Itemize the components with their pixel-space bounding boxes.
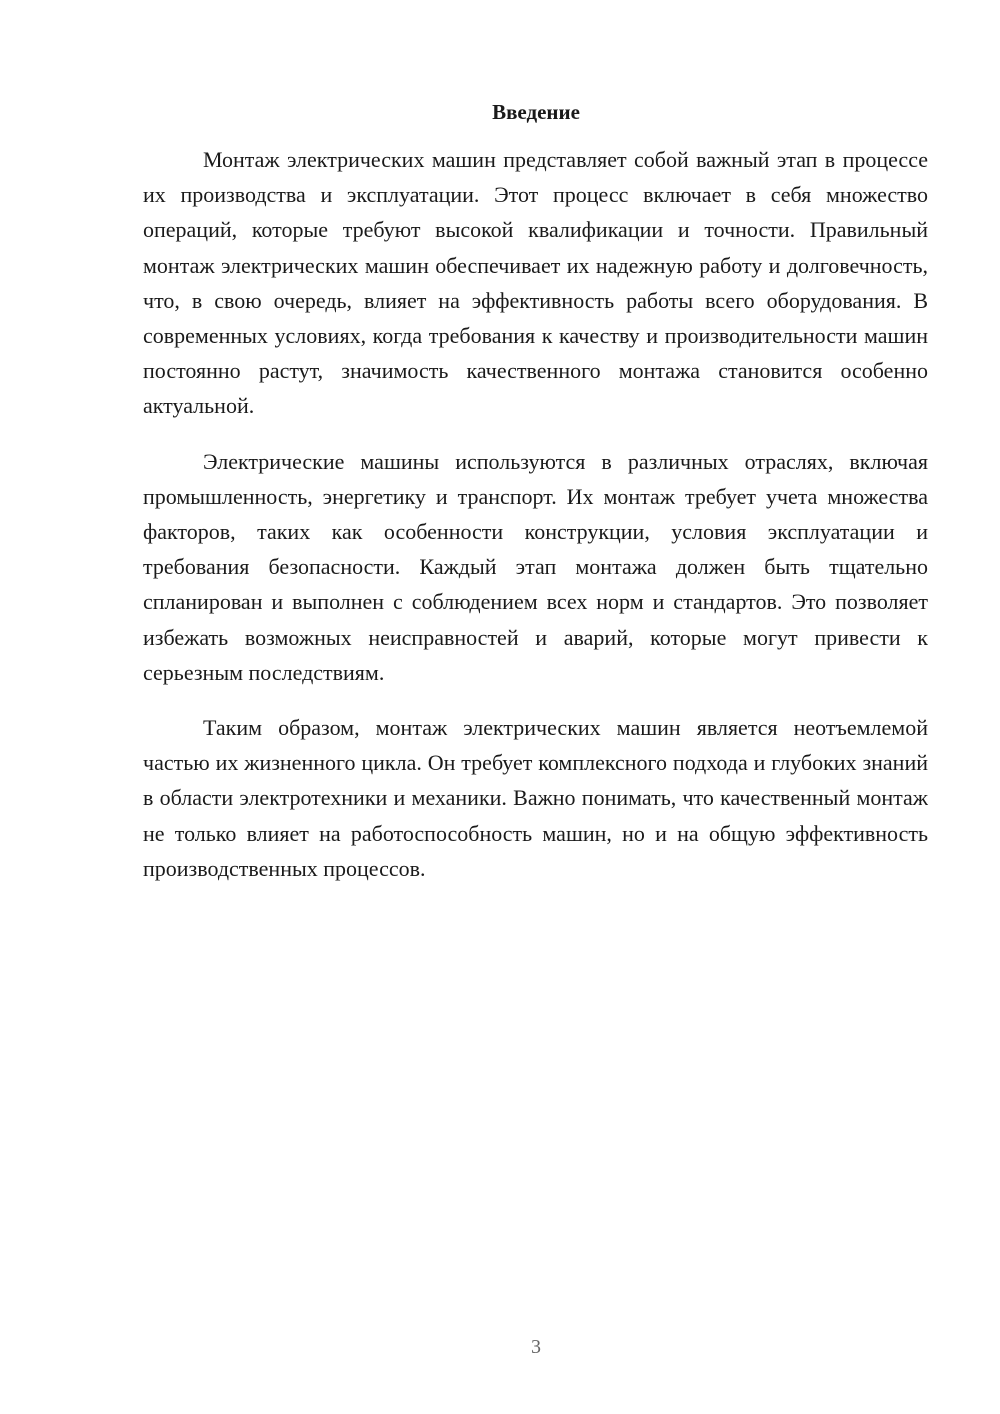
paragraph-2: Электрические машины используются в различных отраслях, включая промышленность, энергетику и транспорт. Их монтаж требует учета множества факторов, таких как особенности конструкции, условия эксплуатации и требования безопасности. Каждый этап монтажа должен быть тщательно спланирован и выполнен с соблюдением всех норм и стандартов. Это позволяет избежать возможных неисправностей и аварий, которые могут привести к серьезным последствиям. — [143, 448, 928, 685]
paragraph-3: Таким образом, монтаж электрических машин является неотъемлемой частью их жизненного цикла. Он требует комплексного подхода и глубоких знаний в области электротехники и механики. Важно понимать, что качественный монтаж не только влияет на работоспособность машин, но и на общую эффективность производственных процессов. — [143, 715, 928, 881]
page-number: 3 — [531, 1336, 541, 1358]
body-text — [143, 142, 928, 906]
page-title: Введение — [492, 100, 580, 124]
paragraph-1: Монтаж электрических машин представляет собой важный этап в процессе их производства и эксплуатации. Этот процесс включает в себя множество операций, которые требуют высокой квалификации и точности. Правильный монтаж электрических машин обеспечивает их надежную работу и долговечность, что, в свою очередь, влияет на эффективность работы всего оборудования. В современных условиях, когда требования к качеству и производительности машин постоянно растут, значимость качественного монтажа становится особенно актуальной. — [143, 147, 928, 419]
